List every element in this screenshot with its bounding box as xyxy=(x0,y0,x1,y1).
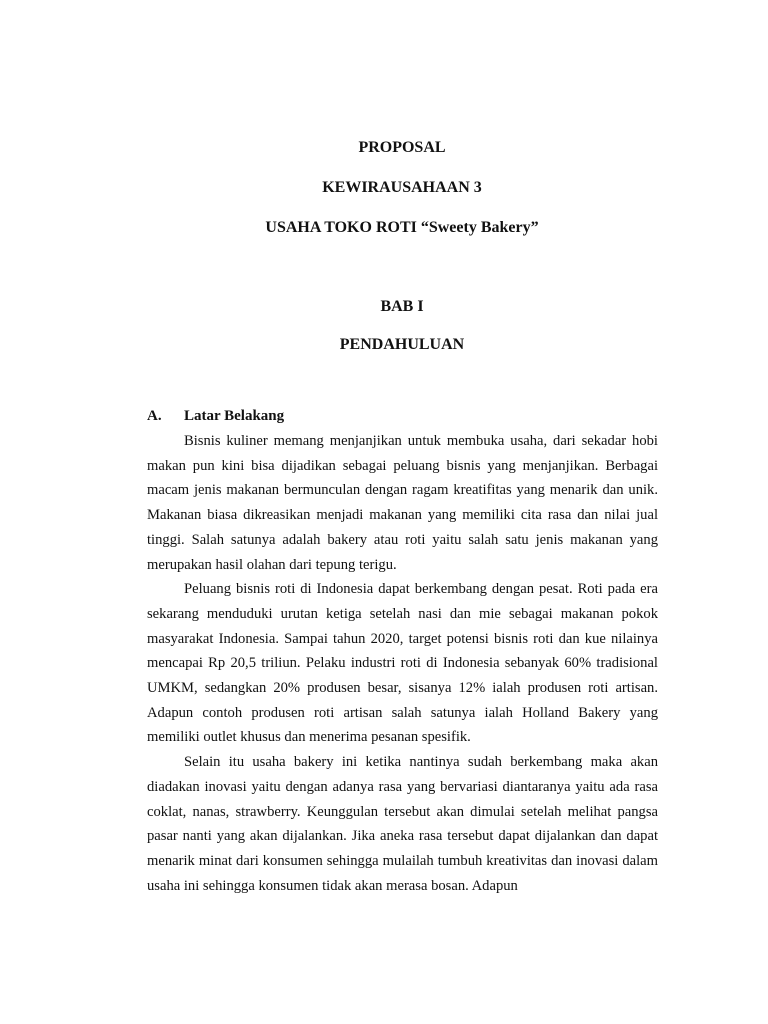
paragraph: Peluang bisnis roti di Indonesia dapat berkembang dengan pesat. Roti pada era sekarang menduduki urutan ketiga setelah nasi dan mie sebagai makanan pokok masyarakat Indonesia. Sampai tahun 2020, target potensi bisnis roti dan kue nilainya mencapai Rp 20,5 triliun. Pelaku industri roti di Indonesia sebanyak 60% tradisional UMKM, sedangkan 20% produsen besar, sisanya 12% ialah produsen roti artisan. Adapun contoh produsen roti artisan salah satunya ialah Holland Bakery yang memiliki outlet khusus dan menerima pesanan spesifik. xyxy=(147,581,658,746)
body-text xyxy=(147,429,658,898)
chapter-number: BAB I xyxy=(380,298,424,315)
section-number: A. xyxy=(147,408,162,424)
paragraph: Bisnis kuliner memang menjanjikan untuk membuka usaha, dari sekadar hobi makan pun kini bisa dijadikan sebagai peluang bisnis yang menjanjikan. Berbagai macam jenis makanan bermunculan dengan ragam kreatifitas yang menarik dan unik. Makanan biasa dikreasikan menjadi makanan yang memiliki cita rasa dan nilai jual tinggi. Salah satunya adalah bakery atau roti yaitu salah satu jenis makanan yang merupakan hasil olahan dari tepung terigu. xyxy=(147,433,658,573)
chapter-title: PENDAHULUAN xyxy=(339,336,465,353)
paragraph: Selain itu usaha bakery ini ketika nantinya sudah berkembang maka akan diadakan inovasi yaitu dengan adanya rasa yang bervariasi diantaranya yaitu ada rasa coklat, nanas, strawberry. Keunggulan tersebut akan dimulai setelah melihat pangsa pasar nanti yang akan dijalankan. Jika aneka rasa tersebut dapat dijalankan dan dapat menarik minat dari konsumen sehingga mulailah tumbuh kreativitas dan inovasi dalam usaha ini sehingga konsumen tidak akan merasa bosan. Adapun xyxy=(147,754,658,894)
business-title: USAHA TOKO ROTI “Sweety Bakery” xyxy=(265,219,539,236)
proposal-title: PROPOSAL xyxy=(358,139,446,156)
section-heading xyxy=(147,406,284,426)
section-title: Latar Belakang xyxy=(184,408,285,424)
course-title: KEWIRAUSAHAAN 3 xyxy=(322,179,482,196)
